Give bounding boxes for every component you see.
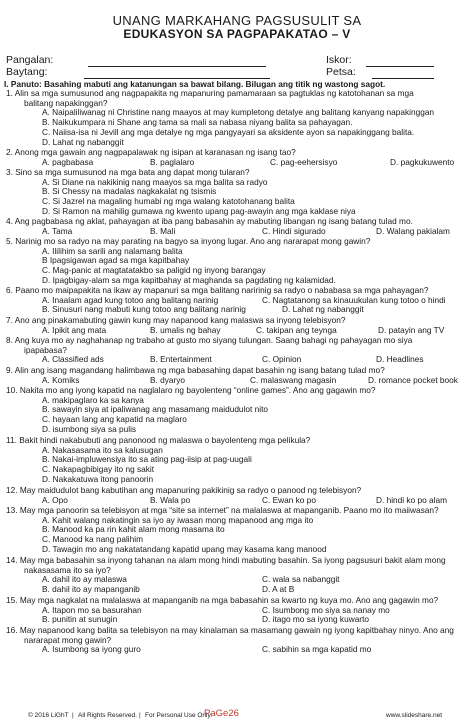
option: C. pag-eehersisyo: [270, 156, 338, 167]
question-stem: 8. Ang kuya mo ay naghahanap ng trabaho at gusto mo siyang tulungan. Saang bahagi ng pahayagan mo siya: [6, 335, 413, 345]
option: C. malaswang magasin: [250, 374, 337, 385]
footer-copyright: © 2016 LiGhT: [28, 712, 69, 719]
option: D. Lahat ng nabanggit: [42, 136, 124, 147]
option: A. Si Diane na nakikinig nang maayos sa mga balita sa radyo: [42, 176, 268, 187]
question-stem: 1. Alin sa mga sumusunod ang nagpapakita ng mapanuring pamamaraan sa pagtuklas ng katotohanan sa mga: [6, 88, 414, 98]
question-stem: 9. Alin ang isang magandang halimbawa ng mga babasahing dapat basahin ng isang batang tulad mo?: [6, 365, 385, 375]
option: A. Tama: [42, 225, 73, 236]
option: A. dahil ito ay malaswa: [42, 574, 127, 585]
petsa-label: Petsa:: [326, 66, 356, 78]
option: A. Nakasasama ito sa kalusugan: [42, 444, 163, 455]
question-stem: 14. May mga babasahin sa inyong tahanan na alam mong hindi mabuting basahin. Sa iyong pagsusuri bakit alam mong: [6, 555, 446, 565]
option: C. wala sa nabanggit: [262, 574, 340, 585]
question-stem: 4. Ang pagbabasa ng aklat, pahayagan at iba pang babasahin ay mabuting libangan ng isang batang tulad mo.: [6, 216, 413, 226]
option: A. Isumbong sa iyong guro: [42, 644, 141, 655]
option: C. Hindi sigurado: [262, 225, 326, 236]
option: B. dyaryo: [150, 374, 186, 385]
option: B. Mali: [150, 225, 176, 236]
option: D. patayin ang TV: [378, 324, 445, 335]
pangalan-line: [88, 66, 266, 67]
option: D. romance pocket book: [368, 374, 458, 385]
option: C. Opinion: [262, 354, 302, 365]
option: C. Si Jazrel na magaling humabi ng mga walang katotohanang balita: [42, 196, 295, 207]
question-11: [6, 436, 474, 485]
option: D. pagkukuwento: [390, 156, 455, 167]
question-stem-cont: ipapabasa?: [24, 344, 67, 355]
option: B. Sinusuri nang mabuti kung totoo ang balitang narinig: [42, 304, 246, 315]
option: B. Wala po: [150, 494, 191, 505]
option: D. Headlines: [376, 354, 424, 365]
question-9: [6, 366, 474, 385]
option: B Ipagsigawan agad sa mga kapitbahay: [42, 255, 190, 266]
option: C. Manood ka nang palihim: [42, 534, 144, 545]
option: D. Si Ramon na mahilig gumawa ng kwento upang pag-awayin ang mga kaklase niya: [42, 205, 356, 216]
option: A. Inaalam agad kung totoo ang balitang narinig: [42, 294, 219, 305]
option: B. dahil ito ay mapanganib: [42, 584, 140, 595]
option: A. makipaglaro ka sa kanya: [42, 394, 144, 405]
question-5: [6, 237, 474, 286]
question-stem: 11. Bakit hindi nakabubuti ang panonood ng malaswa o bayolenteng mga pelikula?: [6, 435, 311, 445]
option: A. Ililihim sa sarili ang nalamang balita: [42, 245, 183, 256]
pangalan-label: Pangalan:: [6, 54, 54, 66]
question-stem: 12. May maidudulot bang kabutihan ang mapanuring pakikinig sa radyo o panood ng telebisyon?: [6, 485, 362, 495]
instructions: I. Panuto: Basahing mabuti ang katanungan sa bawat bilang. Bilugan ang titik ng wastong sagot.: [4, 79, 386, 89]
footer-rights: All Rights Reserved.: [78, 712, 137, 719]
option: D. A at B: [262, 584, 295, 595]
question-3: [6, 168, 474, 217]
option: B. Si Chessy na madalas nagkakalat ng tsismis: [42, 186, 217, 197]
option: C. Isumbong mo siya sa nanay mo: [262, 604, 390, 615]
question-15: [6, 596, 474, 625]
baytang-label: Baytang:: [6, 66, 48, 78]
question-13: [6, 506, 474, 555]
question-stem: 6. Paano mo maipapakita na ikaw ay mapanuri sa mga balitang naririnig sa radyo o nababasa sa mga pahayagan?: [6, 285, 429, 295]
question-stem: 7. Ano ang pinakamabuting gawin kung may napanood kang malaswa sa inyong telebisyon?: [6, 315, 346, 325]
question-7: [6, 316, 474, 335]
question-8: [6, 336, 474, 365]
option: C. Nakapagbibigay ito ng sakit: [42, 464, 155, 475]
footer-divider: |: [139, 712, 141, 719]
option: A. Kahit walang nakatingin sa iyo ay iwasan mong mapanood ang mga ito: [42, 514, 314, 525]
option: D. itago mo sa iyong kuwarto: [262, 614, 369, 625]
option: B. paglalaro: [150, 156, 195, 167]
option: C. Ewan ko po: [262, 494, 316, 505]
option: D. Nakakatuwa itong panoorin: [42, 473, 154, 484]
option: B. punitin at sunugin: [42, 614, 118, 625]
question-stem-cont: balitang napakinggan?: [24, 97, 108, 108]
option: B. Entertainment: [150, 354, 212, 365]
option: B. Manood ka pa rin kahit alam mong masama ito: [42, 524, 225, 535]
option: B. Naikukumpara ni Shane ang tama sa mali sa nabasa niyang balita sa pahayagan.: [42, 117, 353, 128]
option: B. Nakai-impluwensiya ito sa ating pag-iisip at pag-uugali: [42, 454, 252, 465]
page-number: PaGe26: [204, 708, 239, 719]
option: A. pagbabasa: [42, 156, 94, 167]
footer-use: For Personal Use Only.: [145, 712, 213, 719]
option: A. Itapon mo sa basurahan: [42, 604, 142, 615]
option: C. sabihin sa mga kapatid mo: [262, 644, 372, 655]
option: A. Opo: [42, 494, 68, 505]
question-6: [6, 286, 474, 315]
option: A. Komiks: [42, 374, 80, 385]
question-stem: 5. Narinig mo sa radyo na may parating na bagyo sa inyong lugar. Ano ang nararapat mong gawin?: [6, 236, 371, 246]
question-stem: 10. Nakita mo ang iyong kapatid na naglalaro ng bayolenteng “online games”. Ano ang gagawin mo?: [6, 385, 376, 395]
question-4: [6, 217, 474, 236]
question-16: [6, 626, 474, 655]
question-10: [6, 386, 474, 435]
footer-site: www.slideshare.net: [386, 712, 442, 719]
question-stem: 13. May mga panoorin sa telebisyon at mga “site sa internet” na malalaswa at mapanganib. Paano mo ito maiiwasan?: [6, 505, 439, 515]
option: C. Naiisa-isa ni Jevill ang mga detalye ng mga pangyayari sa aksidente ayon sa napakinggang balita.: [42, 126, 415, 137]
question-stem: 2. Anong mga gawain ang nagpapalawak ng isipan at karanasan ng isang tao?: [6, 147, 296, 157]
exam-title: UNANG MARKAHANG PAGSUSULIT SA: [112, 13, 362, 28]
exam-subject: EDUKASYON SA PAGPAPAKATAO – V: [123, 27, 351, 41]
option: D. Tawagin mo ang nakatatandang kapatid upang may kasama kang manood: [42, 543, 327, 554]
question-1: [6, 89, 474, 147]
iskor-line: [366, 66, 434, 67]
iskor-label: Iskor:: [326, 54, 352, 66]
option: D. isumbong siya sa pulis: [42, 423, 137, 434]
question-14: [6, 556, 474, 595]
option: C. takipan ang teynga: [256, 324, 337, 335]
question-stem: 15. May mga nagkalat na malalaswa at mapanganib na mga babasahin sa kwarto ng kuya mo. Ano ang gagawin mo?: [6, 595, 439, 605]
option: A. Ipikit ang mata: [42, 324, 107, 335]
option: C. Nagtatanong sa kinauukulan kung totoo o hindi: [262, 294, 446, 305]
option: C. Mag-panic at magtatatakbo sa paligid ng inyong barangay: [42, 265, 266, 276]
option: D. hindi ko po alam: [376, 494, 448, 505]
question-stem: 16. May napanood kang balita sa telebisyon na may kinalaman sa masamang gawain ng iyong kapitbahay ninyo. Ano ang: [6, 625, 454, 635]
option: A. Naipaliliwanag ni Christine nang maayos at may kumpletong detalye ang balitang kanyang napakinggan: [42, 107, 435, 118]
question-stem-cont: nakasasama ito sa iyo?: [24, 564, 111, 575]
question-2: [6, 148, 474, 167]
question-12: [6, 486, 474, 505]
option: B. umalis ng bahay: [150, 324, 221, 335]
question-stem-cont: nararapat mong gawin?: [24, 634, 112, 645]
footer-divider: |: [72, 712, 74, 719]
question-stem: 3. Sino sa mga sumusunod na mga bata ang dapat mong tularan?: [6, 167, 250, 177]
option: B. sawayin siya at ipaliwanag ang masamang maidudulot nito: [42, 404, 268, 415]
option: C. hayaan lang ang kapatid na maglaro: [42, 414, 187, 425]
option: D. Ipagbigay-alam sa mga kapitbahay at maghanda sa pagdating ng kalamidad.: [42, 274, 336, 285]
option: D. Lahat ng nabanggit: [282, 304, 364, 315]
option: A. Classified ads: [42, 354, 104, 365]
option: D. Walang pakialam: [376, 225, 450, 236]
